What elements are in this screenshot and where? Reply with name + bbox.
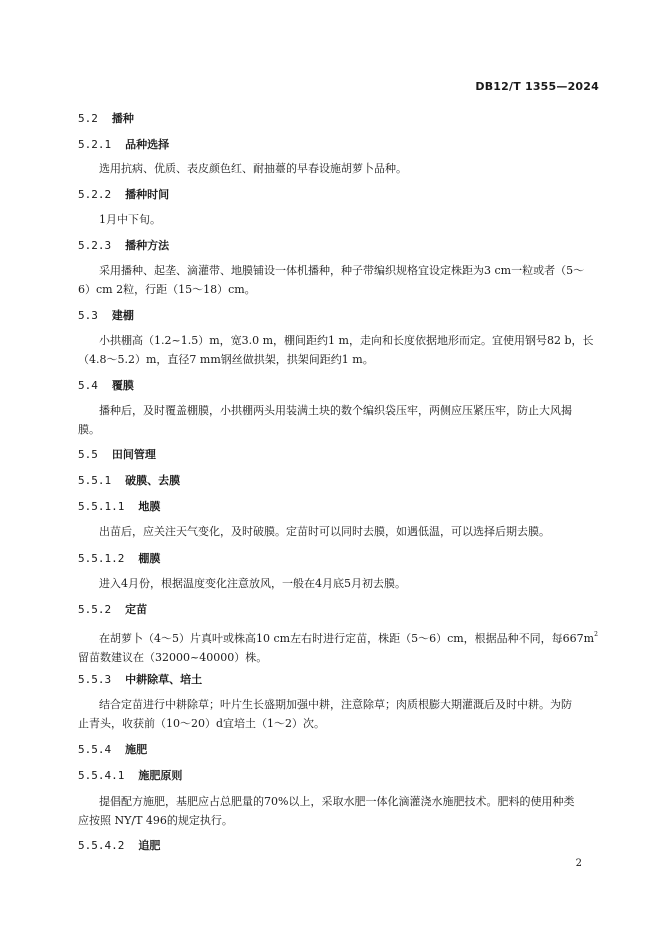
paragraph-weeding bbox=[78, 695, 598, 733]
paragraph-line: 留苗数建议在（32000~40000）株。 bbox=[78, 651, 268, 664]
section-number: 5.5.4 bbox=[78, 743, 112, 756]
paragraph-line: 提倡配方施肥，基肥应占总肥量的70%以上，采取水肥一体化滴灌浇水施肥技术。肥料的使用种类 bbox=[99, 795, 575, 808]
section-title: 地膜 bbox=[138, 500, 161, 513]
section-heading-5-5 bbox=[78, 446, 156, 462]
paragraph-line: 采用播种、起垄、滴灌带、地膜铺设一体机播种，种子带编织规格宜设定株距为3 cm一粒或者（5～ bbox=[99, 264, 585, 277]
paragraph-line: 出苗后，应关注天气变化，及时破膜。定苗时可以同时去膜，如遇低温，可以选择后期去膜。 bbox=[99, 525, 550, 538]
section-number: 5.2 bbox=[78, 112, 98, 125]
section-title: 覆膜 bbox=[111, 379, 134, 392]
section-number: 5.4 bbox=[78, 379, 98, 392]
section-number: 5.2.2 bbox=[78, 188, 112, 201]
document-code: DB12/T 1355—2024 bbox=[475, 80, 599, 93]
section-heading-5-5-1 bbox=[78, 472, 180, 488]
page-number: 2 bbox=[575, 858, 582, 869]
section-heading-5-5-1-2 bbox=[78, 550, 160, 566]
paragraph-shed-building bbox=[78, 331, 598, 369]
paragraph-line: （4.8～5.2）m，直径7 mm钢丝做拱架，拱架间距约1 m。 bbox=[78, 353, 374, 366]
section-title: 品种选择 bbox=[125, 138, 170, 151]
paragraph-line: 播种后，及时覆盖棚膜，小拱棚两头用装满土块的数个编织袋压牢，两侧应压紧压牢，防止大风揭 bbox=[99, 404, 572, 417]
section-heading-5-5-4-1 bbox=[78, 767, 182, 783]
section-title: 棚膜 bbox=[138, 552, 161, 565]
section-number: 5.3 bbox=[78, 309, 98, 322]
section-heading-5-3 bbox=[78, 307, 134, 323]
section-heading-5-4 bbox=[78, 377, 134, 393]
paragraph-line: 结合定苗进行中耕除草；叶片生长盛期加强中耕，注意除草；肉质根膨大期灌溉后及时中耕。为防 bbox=[99, 698, 572, 711]
section-title: 中耕除草、培土 bbox=[125, 673, 203, 686]
section-number: 5.5.4.2 bbox=[78, 839, 125, 852]
paragraph-ground-film bbox=[78, 522, 598, 541]
paragraph-sowing-time bbox=[78, 210, 598, 229]
paragraph-line: 止青头，收获前（10～20）d宜培土（1～2）次。 bbox=[78, 717, 326, 730]
paragraph-line: 膜。 bbox=[78, 423, 100, 436]
section-title: 播种时间 bbox=[125, 188, 170, 201]
paragraph-line: 选用抗病、优质、表皮颜色红、耐抽薹的早春设施胡萝卜品种。 bbox=[99, 162, 407, 175]
section-title: 追肥 bbox=[138, 839, 161, 852]
section-title: 破膜、去膜 bbox=[125, 474, 181, 487]
section-title: 建棚 bbox=[111, 309, 134, 322]
paragraph-line: 进入4月份，根据温度变化注意放风，一般在4月底5月初去膜。 bbox=[99, 577, 406, 590]
paragraph-fertilization-principle bbox=[78, 792, 598, 830]
section-number: 5.5.1.2 bbox=[78, 552, 125, 565]
section-heading-5-2-1 bbox=[78, 136, 169, 152]
paragraph-line: 6）cm 2粒，行距（15～18）cm。 bbox=[78, 283, 256, 296]
section-number: 5.2.3 bbox=[78, 239, 112, 252]
section-number: 5.2.1 bbox=[78, 138, 112, 151]
paragraph-thinning bbox=[78, 625, 598, 667]
superscript: 2 bbox=[594, 631, 598, 638]
section-heading-5-5-4 bbox=[78, 741, 147, 757]
section-heading-5-5-3 bbox=[78, 671, 202, 687]
section-number: 5.5.3 bbox=[78, 673, 112, 686]
section-heading-5-5-1-1 bbox=[78, 498, 160, 514]
section-number: 5.5.4.1 bbox=[78, 769, 125, 782]
section-heading-5-2-3 bbox=[78, 237, 169, 253]
section-heading-5-2 bbox=[78, 110, 134, 126]
paragraph-line bbox=[78, 625, 598, 648]
paragraph-shed-film bbox=[78, 574, 598, 593]
paragraph-film-covering bbox=[78, 401, 598, 439]
section-title: 田间管理 bbox=[111, 448, 156, 461]
section-number: 5.5.1.1 bbox=[78, 500, 125, 513]
paragraph-sowing-method bbox=[78, 261, 598, 299]
paragraph-text: 在胡萝卜（4～5）片真叶或株高10 cm左右时进行定苗，株距（5～6）cm，根据品种不同，每667m bbox=[99, 632, 595, 645]
section-number: 5.5 bbox=[78, 448, 98, 461]
paragraph-line: 1月中下旬。 bbox=[99, 213, 161, 226]
paragraph-line: 小拱棚高（1.2~1.5）m，宽3.0 m，棚间距约1 m，走向和长度依据地形而定。宜使用钢号82 b，长 bbox=[99, 334, 594, 347]
section-title: 施肥 bbox=[125, 743, 148, 756]
section-title: 施肥原则 bbox=[138, 769, 183, 782]
section-heading-5-5-2 bbox=[78, 601, 147, 617]
paragraph-variety-selection bbox=[78, 159, 598, 178]
paragraph-line: 应按照 NY/T 496的规定执行。 bbox=[78, 814, 233, 827]
section-heading-5-5-4-2 bbox=[78, 837, 160, 853]
section-title: 播种方法 bbox=[125, 239, 170, 252]
section-heading-5-2-2 bbox=[78, 186, 169, 202]
section-number: 5.5.2 bbox=[78, 603, 112, 616]
section-title: 定苗 bbox=[125, 603, 148, 616]
section-number: 5.5.1 bbox=[78, 474, 112, 487]
section-title: 播种 bbox=[111, 112, 134, 125]
